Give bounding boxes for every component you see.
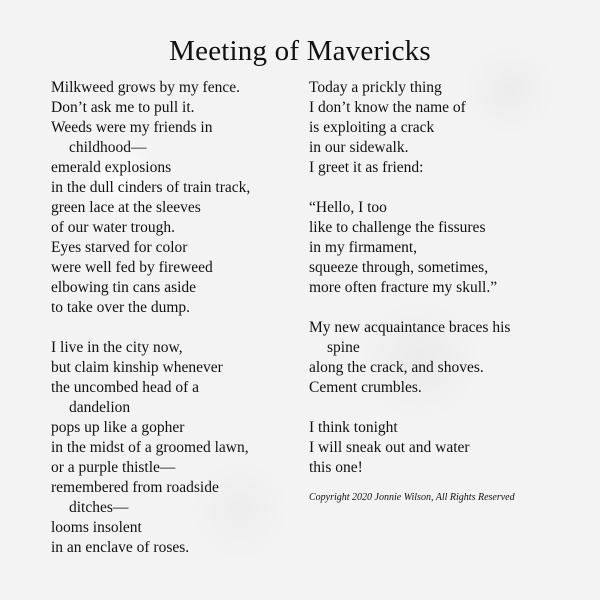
- poem-line: childhood—: [69, 139, 147, 156]
- poem-line: like to challenge the fissures: [309, 219, 486, 236]
- stanza-break: [309, 298, 569, 318]
- poem-line: elbowing tin cans aside: [51, 279, 197, 296]
- poem-line: I don’t know the name of: [309, 99, 466, 116]
- stanza-break: [309, 398, 569, 418]
- poem-line: Don’t ask me to pull it.: [51, 99, 195, 116]
- poem-line: pops up like a gopher: [51, 419, 185, 436]
- poem-line: green lace at the sleeves: [51, 199, 201, 216]
- poem-line: to take over the dump.: [51, 299, 191, 316]
- poem-line: is exploiting a crack: [309, 119, 435, 136]
- poem-title: Meeting of Mavericks: [169, 35, 431, 67]
- poem-line: Cement crumbles.: [309, 379, 422, 396]
- poem-line: Milkweed grows by my fence.: [51, 79, 240, 96]
- poem-line: in an enclave of roses.: [51, 539, 190, 556]
- poem-line: this one!: [309, 459, 363, 476]
- poem-line: in the dull cinders of train track,: [51, 179, 251, 196]
- poem-line: ditches—: [69, 499, 129, 516]
- poem-line: I will sneak out and water: [309, 439, 470, 456]
- poem-line: but claim kinship whenever: [51, 359, 223, 376]
- poem-line: in my firmament,: [309, 239, 418, 256]
- poem-line: dandelion: [69, 399, 131, 416]
- poem-line: looms insolent: [51, 519, 142, 536]
- poem-line: My new acquaintance braces his: [309, 319, 511, 336]
- poem-line: remembered from roadside: [51, 479, 219, 496]
- poem-line: Weeds were my friends in: [51, 119, 213, 136]
- poem-line: I live in the city now,: [51, 339, 183, 356]
- poem-line: spine: [327, 339, 360, 356]
- poem-line: were well fed by fireweed: [51, 259, 213, 276]
- poem-line: along the crack, and shoves.: [309, 359, 484, 376]
- poem-line: more often fracture my skull.”: [309, 279, 498, 296]
- poem-line: squeeze through, sometimes,: [309, 259, 489, 276]
- stanza-break: [309, 178, 569, 198]
- poem-line: Today a prickly thing: [309, 79, 442, 96]
- poem-line: in the midst of a groomed lawn,: [51, 439, 249, 456]
- poem-right-column: [309, 78, 569, 478]
- poem-line: Eyes starved for color: [51, 239, 188, 256]
- copyright-notice: Copyright 2020 Jonnie Wilson, All Rights Reserved: [309, 492, 515, 503]
- poem-line: I think tonight: [309, 419, 398, 436]
- poem-line: of our water trough.: [51, 219, 175, 236]
- poem-line: “Hello, I too: [309, 199, 387, 216]
- poem-line: or a purple thistle—: [51, 459, 176, 476]
- poem-line: emerald explosions: [51, 159, 172, 176]
- poem-line: I greet it as friend:: [309, 159, 424, 176]
- poem-left-column: [51, 78, 301, 558]
- poem-line: in our sidewalk.: [309, 139, 409, 156]
- poem-line: the uncombed head of a: [51, 379, 200, 396]
- stanza-break: [51, 318, 301, 338]
